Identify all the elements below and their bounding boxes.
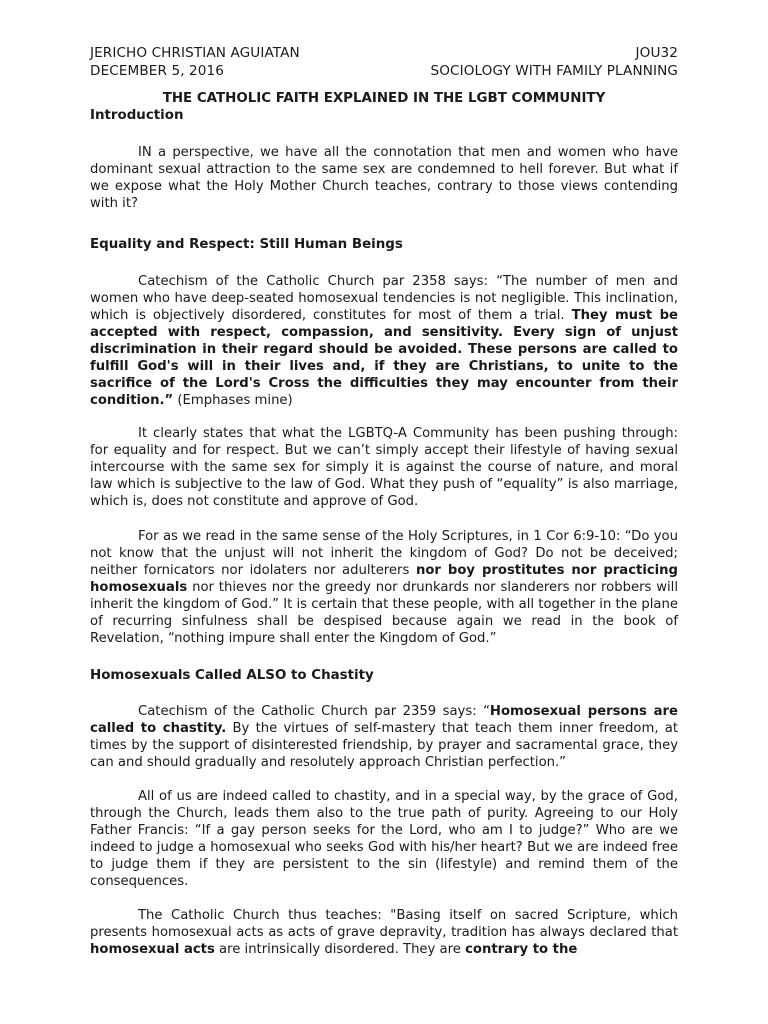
- heading-introduction: Introduction: [90, 108, 184, 123]
- bold-text-run: They must be accepted with respect, compassion, and sensitivity. Every sign of unjust discrimination in their regard should be avoided. These persons are called to fulfill God's will in their lives and, if they are Christians, to unite to the sacrifice of the Lord's Cross the difficulties they may encounter from their condition.”: [90, 308, 678, 408]
- bold-text-run: Homosexual persons are called to chastity.: [90, 704, 678, 736]
- paragraph-lgbtqa: It clearly states that what the LGBTQ-A Community has been pushing through: for equality and for respect. But we can’t simply accept their lifestyle of having sexual intercourse with the same sex for simply it is against the course of nature, and moral law which is subjective to the law of God. What they push of “equality” is also marriage, which is, does not constitute and approve of God.: [90, 426, 678, 509]
- document-title: THE CATHOLIC FAITH EXPLAINED IN THE LGBT COMMUNITY: [162, 91, 606, 106]
- text-run: Catechism of the Catholic Church par 2358 says: “The number of men and women who have deep-seated homosexual tendencies is not negligible. This inclination, which is objectively disordered, constitutes for most of them a trial.: [90, 274, 678, 323]
- bold-text-run: homosexual acts: [90, 942, 215, 957]
- document-date: DECEMBER 5, 2016: [90, 63, 225, 79]
- heading-chastity: Homosexuals Called ALSO to Chastity: [90, 668, 374, 683]
- paragraph-corinthians: [90, 528, 678, 647]
- paragraph-church-teaches: [90, 907, 678, 958]
- paragraph-catechism-2359: [90, 703, 678, 771]
- bold-text-run: nor boy prostitutes nor practicing homosexuals: [90, 563, 679, 595]
- paragraph-catechism-2358: [90, 273, 678, 409]
- text-run: The Catholic Church thus teaches: "Basing itself on sacred Scripture, which presents homosexual acts as acts of grave depravity, tradition has always declared that: [90, 908, 678, 940]
- course-name: SOCIOLOGY WITH FAMILY PLANNING: [430, 63, 678, 79]
- paragraph-intro: IN a perspective, we have all the connotation that men and women who have dominant sexual attraction to the same sex are condemned to hell forever. But what if we expose what the Holy Mother Church teaches, contrary to those views contending with it?: [90, 145, 678, 211]
- course-code: JOU32: [635, 45, 678, 61]
- heading-equality: Equality and Respect: Still Human Beings: [90, 237, 403, 252]
- author-name: JERICHO CHRISTIAN AGUIATAN: [90, 45, 300, 61]
- bold-text-run: contrary to the: [465, 942, 578, 957]
- header-row-1: [90, 44, 678, 62]
- text-run: nor thieves nor the greedy nor drunkards nor slanderers nor robbers will inherit the kingdom of God.” It is certain that these people, with all together in the plane of recurring sinfulness shall be despised because again we read in the book of Revelation, “nothing impure shall enter the Kingdom of God.”: [90, 580, 678, 646]
- paragraph-pope-francis: All of us are indeed called to chastity, and in a special way, by the grace of God, through the Church, leads them also to the true path of purity. Agreeing to our Holy Father Francis: “If a gay person seeks for the Lord, who am I to judge?” Who are we indeed to judge a homosexual who seeks God with his/her heart? But we are indeed free to judge them if they are persistent to the sin (lifestyle) and remind them of the consequences.: [90, 789, 678, 889]
- text-run: By the virtues of self-mastery that teach them inner freedom, at times by the support of disinterested friendship, by prayer and sacramental grace, they can and should gradually and resolutely approach Christian perfection.”: [90, 721, 678, 770]
- text-run: are intrinsically disordered. They are: [214, 942, 466, 957]
- text-run: For as we read in the same sense of the Holy Scriptures, in 1 Cor 6:9-10: “Do you not know that the unjust will not inherit the kingdom of God? Do not be deceived; neither fornicators nor idolaters nor adulterers: [90, 529, 678, 578]
- text-run: (Emphases mine): [173, 393, 293, 408]
- text-run: Catechism of the Catholic Church par 2359 says: “: [138, 704, 490, 719]
- header-row-2: [90, 62, 678, 80]
